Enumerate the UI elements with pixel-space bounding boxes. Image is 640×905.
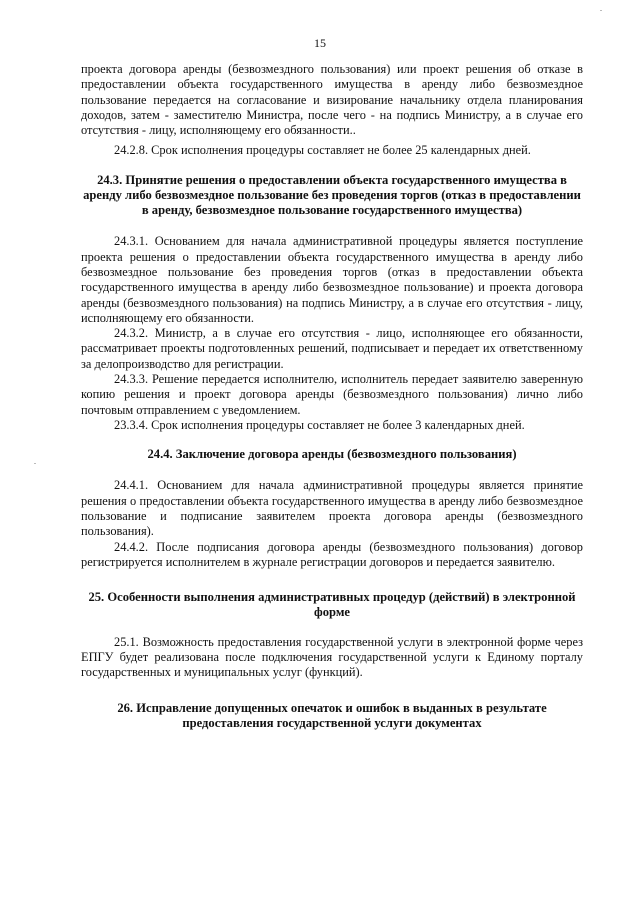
paragraph: 24.2.8. Срок исполнения процедуры составляет не более 25 календарных дней.	[114, 143, 531, 158]
paragraph: 24.4.1. Основанием для начала административной процедуры является принятие решения о предоставлении объекта государственного имущества в аренду либо безвозмездное пользование и подписание заявителем проекта договора аренды (безвозмездного пользования).	[81, 478, 583, 539]
scan-speck	[600, 10, 602, 11]
paragraph: 25.1. Возможность предоставления государственной услуги в электронной форме через ЕПГУ будет реализована после подключения государственной услуги к Единому порталу государственных и муниципальных услуг (функций).	[81, 634, 583, 680]
section-heading-24-4: 24.4. Заключение договора аренды (безвозмездного пользования)	[147, 447, 517, 462]
section-heading-24-3: 24.3. Принятие решения о предоставлении объекта государственного имущества в аренду либо безвозмездное пользование без проведения торгов (отказ в предоставлении в аренду, безвозмездное пользование государственного имущества)	[83, 172, 581, 218]
page-number: 15	[314, 36, 326, 50]
paragraph: 23.3.4. Срок исполнения процедуры составляет не более 3 календарных дней.	[114, 417, 525, 432]
paragraph: 24.3.2. Министр, а в случае его отсутствия - лицо, исполняющее его обязанности, рассматривает проекты подготовленных решений, подписывает и передает их ответственному за делопроизводство для регистрации.	[81, 326, 583, 371]
document-body	[81, 62, 583, 747]
paragraph: 24.3.1. Основанием для начала административной процедуры является поступление проекта решения о предоставлении объекта государственного имущества в аренду либо безвозмездное пользование без проведения торгов (отказ в предоставлении объекта государственного имущества в аренду либо безвозмездное пользование) и проекта договора аренды (безвозмездного пользования) на подпись Министру, а в случае его отсутствия - лицу, исполняющему его обязанности.	[81, 234, 583, 325]
section-heading-26: 26. Исправление допущенных опечаток и ошибок в выданных в результате предоставления государственной услуги документах	[117, 700, 547, 730]
scan-speck	[34, 463, 36, 464]
paragraph: 24.3.3. Решение передается исполнителю, исполнитель передает заявителю заверенную копию решения и проект договора аренды (безвозмездного пользования) лично либо почтовым отправлением с уведомлением.	[81, 372, 583, 417]
section-heading-25: 25. Особенности выполнения административных процедур (действий) в электронной форме	[88, 590, 576, 620]
paragraph: проекта договора аренды (безвозмездного пользования) или проект решения об отказе в предоставлении объекта государственного имущества в аренду либо безвозмездное пользование передается на согласование и визирование начальнику отдела планирования доходов, затем - заместителю Министра, после чего - на подпись Министру, а в случае его отсутствия - лицу, исполняющему его обязанности..	[81, 62, 583, 138]
paragraph: 24.4.2. После подписания договора аренды (безвозмездного пользования) договор регистрируется исполнителем в журнале регистрации договоров и передается заявителю.	[81, 539, 583, 569]
